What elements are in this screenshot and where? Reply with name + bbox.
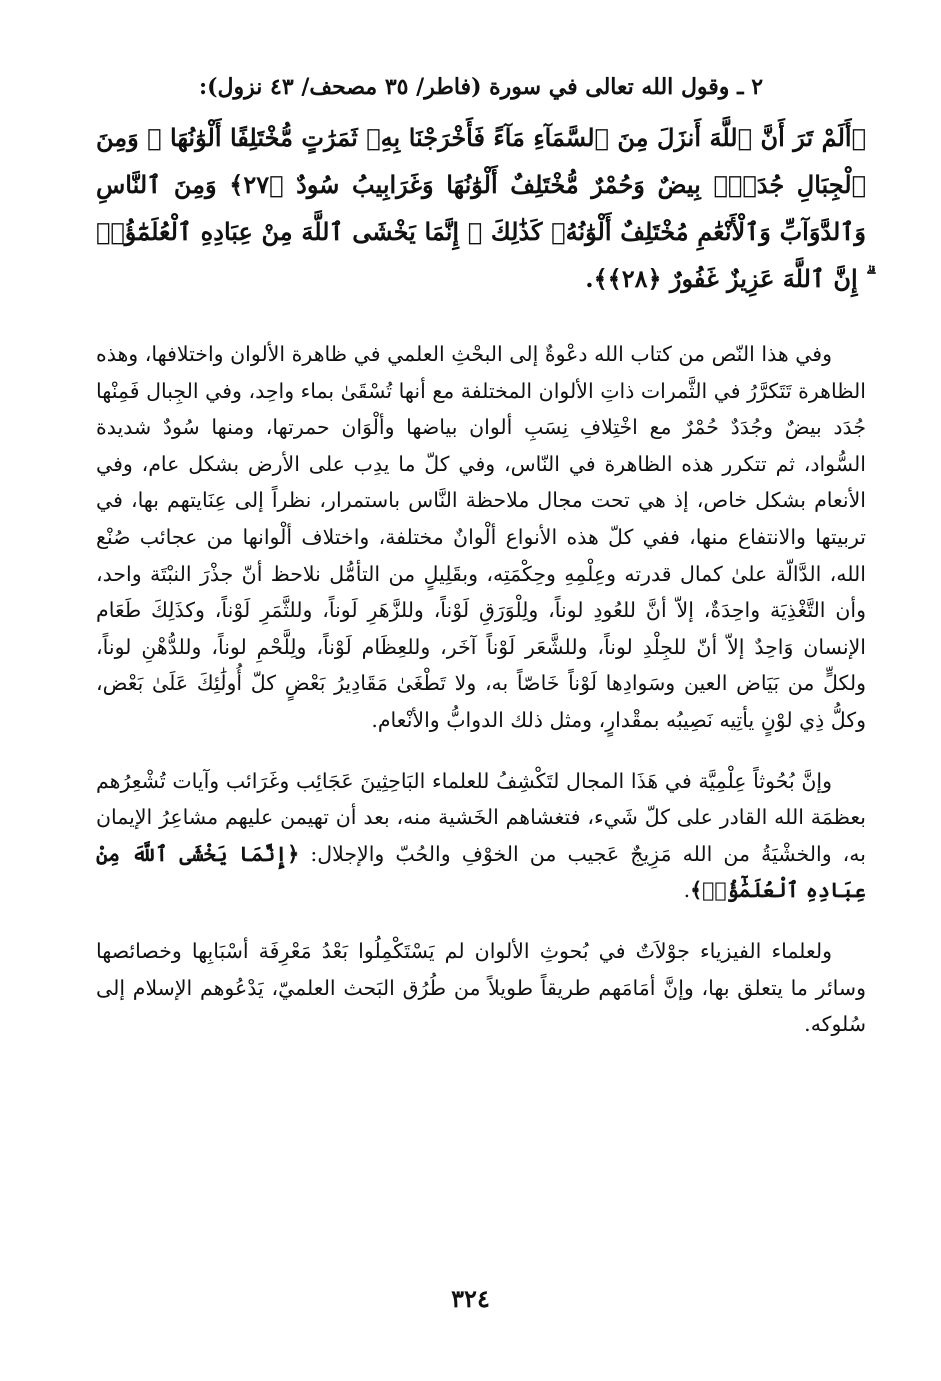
- quran-quote: ﴿إِنَّمَا يَخْشَى ٱللَّهَ مِنْ عِبَادِهِ ٱلْعُلَمَٰٓؤُا۟﴾: [96, 841, 866, 903]
- quran-verse: ﴿أَلَمْ تَرَ أَنَّ ٱللَّهَ أَنزَلَ مِنَ ٱلسَّمَآءِ مَآءً فَأَخْرَجْنَا بِهِۦ ثَمَرَٰتٍ مُّخْتَلِفًا أَلْوَٰنُهَا ۚ وَمِنَ ٱلْجِبَالِ جُدَدٌۢ بِيضٌ وَحُمْرٌ مُّخْتَلِفٌ أَلْوَٰنُهَا وَغَرَابِيبُ سُودٌ ﴿٢٧﴾ وَمِنَ ٱلنَّاسِ وَٱلدَّوَآبِّ وَٱلْأَنْعَٰمِ مُخْتَلِفٌ أَلْوَٰنُهُۥ كَذَٰلِكَ ۗ إِنَّمَا يَخْشَى ٱللَّهَ مِنْ عِبَادِهِ ٱلْعُلَمَٰٓؤُا۟ ۗ إِنَّ ٱللَّهَ عَزِيزٌ غَفُورٌ ﴿٢٨﴾﴾.: [96, 123, 867, 293]
- quote-end: .: [683, 878, 691, 903]
- paragraph-colors-explanation: وفي هذا النّص من كتاب الله دعْوةٌ إلى البحْثِ العلمي في ظاهرة الألوان واختلافها، وهذه الظاهرة تَتَكرَّرُ في الثَّمرات ذاتِ الألوان المختلفة مع أنها تُسْقَىٰ بماء واحِد، وفي الجِبال فَمِنْها جُدَد بيضٌ وجُدَدٌ حُمْرٌ مع اخْتِلافِ نِسَبِ ألوان بياضها وألْوَان حمرتها، ومنها سُودٌ شديدة السُّواد، ثم تتكرر هذه الظاهرة في النّاس، وفي كلّ ما يدِب على الأرض بشكل عام، وفي الأنعام بشكل خاص، إذ هي تحت مجال ملاحظة النَّاس باستمرار، نظراً إلى عِنَايتهم بها، في تربيتها والانتفاع منها، ففي كلّ هذه الأنواع ألْوانٌ مختلفة، واختلاف ألْوانها من عجائب صُنْع الله، الدَّالّة علىٰ كمال قدرته وعِلْمِهِ وحِكْمَتِه، وبقَلِيلٍ من التأمُّل نلاحظ أنّ جذْرَ النبْتَة واحد، وأن التَّغْذِيَة واحِدَةٌ، إلاّ أنَّ للعُودِ لوناً، ولِلْوَرَقِ لَوْناً، وللزَّهَرِ لَوناً، وللثَّمَرِ لَوْناً، وكذَلِكَ طَعَام الإنسان وَاحِدٌ إلاّ أنّ للجِلْدِ لوناً، وللشَّعَر لَوْناً آخَر، وللعِظَام لَوْناً، ولِلَّحْمِ لوناً، وللدُّهْنِ لوناً، ولكلٍّ من بَيَاض العين وسَوادِها لَوْناً خَاصّاً به، ولا تَطْغَىٰ مَقَادِيرُ بَعْضٍ كلّ أُولَٰئِكَ عَلَىٰ بَعْض، وكلُّ ذِي لوْنٍ يأتِيه نَصِيبُه بمقْدارٍ، ومثل ذلك الدوابُّ والأنْعام.: [96, 342, 866, 732]
- document-page: [96, 70, 866, 1067]
- page-number: ٣٢٤: [451, 1284, 490, 1313]
- paragraph-scientific-research: [96, 763, 866, 909]
- paragraph-physics: ولعلماء الفيزياء جوْلاَتٌ في بُحوثِ الألوان لم يَسْتَكْمِلُوا بَعْدُ مَعْرِفَة أسْبَابِها وخصائصها وسائر ما يتعلق بها، وإنَّ أمَامَهم طريقاً طويلاً من طُرُق البَحث العلميّ، يَدْعُوهم الإسلام إلى سُلوكه.: [96, 938, 866, 1037]
- paragraph-text: وإنَّ بُحُوثاً عِلْمِيَّة في هَذَا المجال لتَكْشِفُ للعلماء البَاحِثِينَ عَجَائِب وغَرَائب وآيات تُشْعِرُهم بعظمَة الله القادر على كلّ شَيء، فتغشاهم الخَشية منه، بعد أن تهيمن عليهم مشاعِرُ الإيمان به، والخشْيَةُ من الله مَزِيجٌ عَجيب من الخوْفِ والحُبّ والإجلال:: [96, 768, 866, 866]
- section-heading: ٢ ـ وقول الله تعالى في سورة (فاطر/ ٣٥ مصحف/ ٤٣ نزول):: [198, 74, 764, 100]
